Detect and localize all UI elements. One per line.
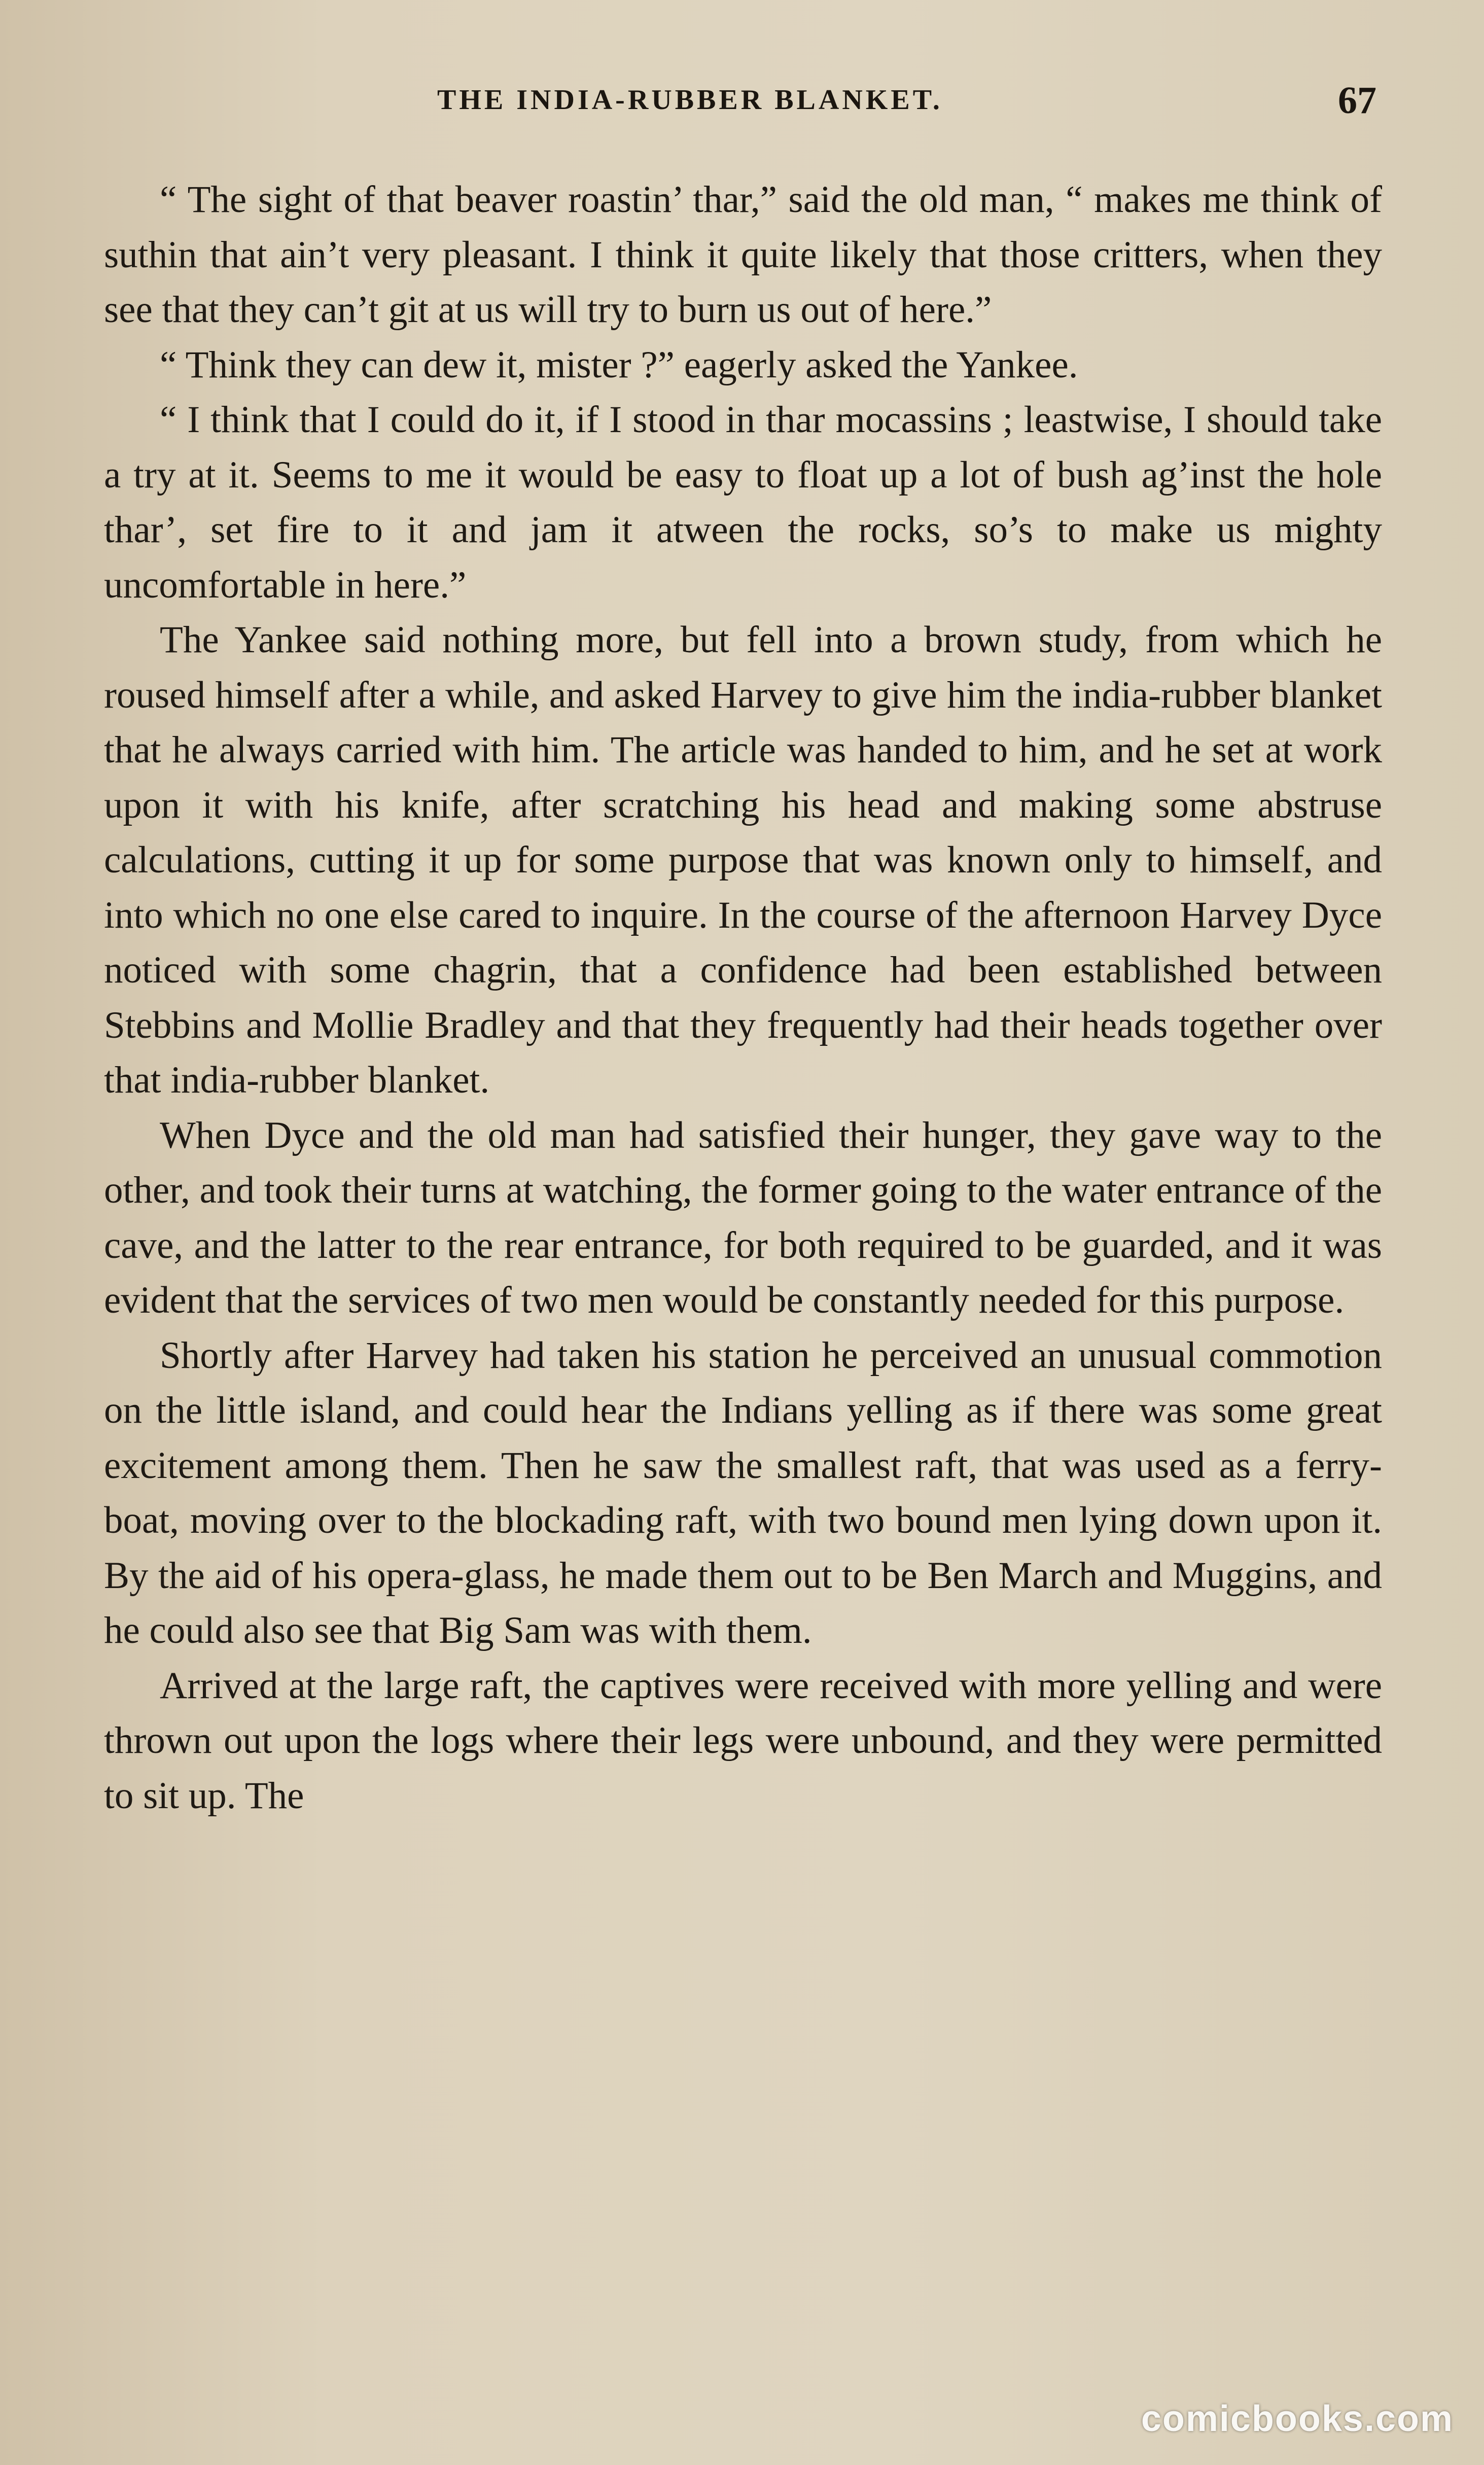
running-title: THE INDIA-RUBBER BLANKET. [437, 84, 943, 116]
paragraph: “ Think they can dew it, mister ?” eagerly asked the Yankee. [160, 343, 1078, 386]
paragraph: “ The sight of that beaver roastin’ thar,” said the old man, “ makes me think of suthin that ain’t very pleasant. I think it quite likely that those critters, when they see that they can’t git at us will try to burn us out of here.” [104, 179, 1382, 331]
paragraph: Arrived at the large raft, the captives were received with more yelling and were thrown out upon the logs where their legs were unbound, and they were permitted to sit up. The [104, 1664, 1382, 1817]
paragraph: Shortly after Harvey had taken his station he perceived an unusual commotion on the little island, and could hear the Indians yelling as if there was some great excitement among them. Then he saw the smallest raft, that was used as a ferry-boat, moving over to the blockading raft, with two bound men lying down upon it. By the aid of his opera-glass, he made them out to be Ben March and Muggins, and he could also see that Big Sam was with them. [104, 1334, 1382, 1651]
body-text [104, 172, 1382, 1823]
site-watermark: comicbooks.com [1141, 2399, 1454, 2439]
page-number: 67 [1338, 79, 1376, 122]
paragraph: “ I think that I could do it, if I stood in thar mocassins ; leastwise, I should take a try at it. Seems to me it would be easy to float up a lot of bush ag’inst the hole thar’, set fire to it and jam it atween the rocks, so’s to make us mighty uncomfortable in here.” [104, 399, 1382, 606]
paragraph: The Yankee said nothing more, but fell into a brown study, from which he roused himself after a while, and asked Harvey to give him the india-rubber blanket that he always carried with him. The article was handed to him, and he set at work upon it with his knife, after scratching his head and making some abstruse calculations, cutting it up for some purpose that was known only to himself, and into which no one else cared to inquire. In the course of the afternoon Harvey Dyce noticed with some chagrin, that a confidence had been established between Stebbins and Mollie Bradley and that they frequently had their heads together over that india-rubber blanket. [104, 619, 1382, 1101]
page-header [0, 79, 1484, 129]
paragraph: When Dyce and the old man had satisfied their hunger, they gave way to the other, and took their turns at watching, the former going to the water entrance of the cave, and the latter to the rear entrance, for both required to be guarded, and it was evident that the services of two men would be constantly needed for this purpose. [104, 1114, 1382, 1321]
